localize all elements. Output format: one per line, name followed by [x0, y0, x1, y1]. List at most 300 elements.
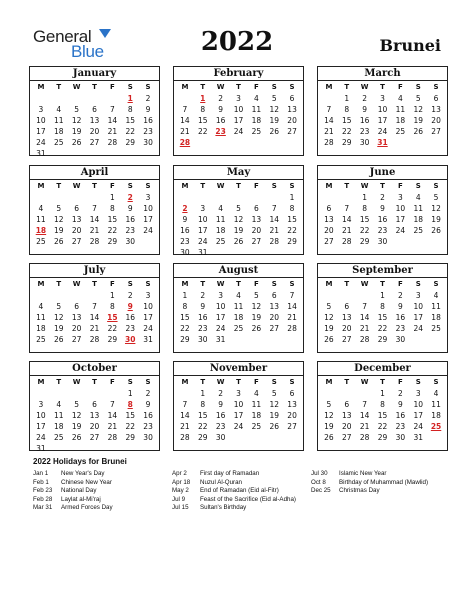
day-cell: 5: [74, 105, 80, 114]
holiday-row: [33, 496, 113, 505]
day-cell: 20: [251, 226, 262, 235]
day-cell: 22: [180, 324, 190, 333]
holiday-date: Feb 28: [33, 495, 53, 503]
day-cell: 13: [342, 313, 352, 322]
day-cell: 26: [251, 324, 262, 333]
empty-day-cell: [50, 93, 68, 104]
weekday-header: W: [72, 378, 81, 386]
holiday-name: First day of Ramadan: [200, 470, 260, 477]
day-cell: 14: [180, 116, 190, 125]
day-cell: 26: [269, 422, 279, 431]
day-cell: 7: [182, 400, 188, 409]
day-cell: 21: [107, 127, 118, 136]
day-cell: 9: [218, 400, 224, 409]
holiday-day-cell: 23: [215, 127, 226, 136]
day-cell: 24: [36, 433, 46, 442]
day-cell: 8: [182, 302, 188, 311]
day-cell: 26: [324, 433, 334, 442]
day-cell: 25: [431, 324, 441, 333]
day-cell: 2: [218, 94, 224, 103]
month-title: June: [318, 166, 447, 180]
day-cell: 1: [344, 94, 350, 103]
day-cell: 16: [395, 313, 406, 322]
country-name: Brunei: [379, 36, 441, 55]
holiday-date: Mar 31: [33, 504, 53, 512]
day-cell: 22: [198, 127, 208, 136]
day-cell: 2: [200, 291, 206, 300]
weekday-header: F: [109, 280, 115, 288]
weekday-header: W: [360, 182, 369, 190]
day-cell: 9: [200, 302, 206, 311]
day-cell: 8: [344, 105, 350, 114]
day-cell: 18: [251, 116, 262, 125]
day-cell: 13: [287, 400, 297, 409]
day-cell: 23: [125, 226, 135, 235]
day-cell: 7: [92, 302, 97, 311]
day-cell: 29: [359, 237, 370, 246]
month-title: September: [318, 264, 447, 278]
day-cell: 16: [198, 313, 208, 322]
day-cell: 11: [395, 105, 406, 114]
holiday-row: [311, 479, 428, 488]
day-cell: 31: [198, 248, 208, 257]
weekday-header: T: [344, 182, 350, 190]
holiday-date: May 2: [172, 487, 189, 495]
empty-day-cell: [176, 93, 194, 104]
day-cell: 15: [287, 215, 297, 224]
day-cell: 13: [269, 302, 279, 311]
month-grid: [318, 180, 447, 247]
day-cell: 10: [36, 411, 46, 420]
holiday-row: [311, 487, 428, 496]
day-cell: 8: [289, 204, 295, 213]
day-cell: 24: [198, 237, 208, 246]
day-cell: 28: [269, 237, 279, 246]
day-cell: 6: [74, 204, 80, 213]
day-cell: 5: [236, 204, 241, 213]
holiday-day-cell: 9: [127, 302, 133, 311]
day-cell: 28: [89, 335, 100, 344]
day-cell: 2: [362, 94, 368, 103]
weekday-header: S: [289, 182, 295, 190]
weekday-header: F: [397, 83, 403, 91]
day-cell: 23: [198, 324, 208, 333]
day-cell: 9: [362, 105, 368, 114]
day-cell: 6: [92, 105, 97, 114]
holiday-column: [33, 470, 113, 513]
month-title: July: [30, 264, 159, 278]
day-cell: 4: [253, 94, 259, 103]
day-cell: 2: [380, 193, 385, 202]
holiday-name: Feast of the Sacrifice (Eid al-Adha): [200, 495, 296, 503]
weekday-header: S: [271, 378, 277, 386]
day-cell: 14: [89, 313, 100, 322]
day-cell: 13: [287, 105, 297, 114]
weekday-header: F: [397, 182, 403, 190]
month-title: November: [174, 362, 303, 376]
day-cell: 25: [233, 324, 244, 333]
weekday-header: S: [271, 83, 277, 91]
day-cell: 7: [326, 105, 332, 114]
holiday-row: [33, 470, 113, 479]
day-cell: 8: [127, 105, 133, 114]
day-cell: 6: [344, 400, 350, 409]
day-cell: 2: [145, 389, 151, 398]
day-cell: 14: [359, 313, 370, 322]
empty-day-cell: [103, 93, 121, 104]
day-cell: 5: [271, 94, 277, 103]
weekday-header: F: [397, 280, 403, 288]
day-cell: 10: [233, 400, 244, 409]
day-cell: 1: [127, 389, 133, 398]
day-cell: 10: [143, 204, 153, 213]
day-cell: 15: [180, 313, 190, 322]
day-cell: 20: [342, 422, 352, 431]
day-cell: 22: [107, 226, 118, 235]
empty-day-cell: [338, 192, 356, 203]
empty-day-cell: [32, 388, 50, 399]
day-cell: 22: [342, 127, 352, 136]
day-cell: 26: [233, 237, 244, 246]
empty-day-cell: [32, 290, 50, 301]
day-cell: 7: [362, 302, 368, 311]
weekday-header: S: [145, 83, 151, 91]
day-cell: 22: [125, 127, 135, 136]
weekday-header: M: [37, 280, 45, 288]
day-cell: 27: [324, 237, 334, 246]
day-cell: 17: [413, 411, 423, 420]
day-cell: 20: [71, 324, 82, 333]
holiday-day-cell: 31: [377, 138, 388, 147]
empty-day-cell: [68, 290, 86, 301]
empty-day-cell: [86, 192, 104, 203]
holiday-day-cell: 15: [107, 313, 118, 322]
weekday-header: T: [56, 83, 62, 91]
holiday-name: Chinese New Year: [61, 478, 112, 486]
day-cell: 13: [71, 215, 82, 224]
day-cell: 6: [289, 389, 295, 398]
month-title: October: [30, 362, 159, 376]
weekday-header: M: [37, 378, 45, 386]
holiday-row: [311, 470, 428, 479]
day-cell: 10: [233, 105, 244, 114]
day-cell: 24: [395, 226, 406, 235]
day-cell: 21: [342, 226, 352, 235]
day-cell: 26: [54, 237, 64, 246]
weekday-header: S: [289, 83, 295, 91]
holiday-date: Dec 25: [311, 487, 331, 495]
day-cell: 11: [54, 116, 64, 125]
day-cell: 27: [71, 237, 82, 246]
empty-day-cell: [68, 388, 86, 399]
day-cell: 29: [377, 335, 388, 344]
month-august: [173, 263, 304, 353]
holiday-date: Oct 8: [311, 478, 326, 486]
day-cell: 9: [380, 204, 385, 213]
day-cell: 7: [182, 105, 188, 114]
day-cell: 5: [74, 400, 80, 409]
empty-day-cell: [176, 192, 194, 203]
day-cell: 21: [287, 313, 297, 322]
day-cell: 1: [182, 291, 188, 300]
day-cell: 11: [413, 204, 423, 213]
day-cell: 18: [36, 324, 46, 333]
holiday-day-cell: 28: [179, 138, 191, 147]
day-cell: 9: [127, 204, 133, 213]
day-cell: 25: [36, 237, 46, 246]
day-cell: 8: [362, 204, 368, 213]
day-cell: 7: [109, 105, 115, 114]
weekday-header: W: [360, 378, 369, 386]
day-cell: 1: [362, 193, 368, 202]
day-cell: 11: [233, 302, 244, 311]
day-cell: 26: [54, 335, 64, 344]
day-cell: 25: [251, 127, 262, 136]
day-cell: 14: [342, 215, 352, 224]
weekday-header: T: [56, 182, 62, 190]
day-cell: 24: [36, 138, 46, 147]
month-november: [173, 361, 304, 451]
day-cell: 21: [180, 422, 190, 431]
weekday-header: T: [92, 280, 97, 288]
day-cell: 7: [289, 291, 295, 300]
day-cell: 17: [395, 215, 406, 224]
day-cell: 27: [342, 335, 352, 344]
day-cell: 13: [324, 215, 334, 224]
day-cell: 12: [269, 400, 279, 409]
day-cell: 1: [289, 193, 295, 202]
day-cell: 29: [107, 335, 118, 344]
day-cell: 13: [431, 105, 441, 114]
day-cell: 20: [71, 226, 82, 235]
day-cell: 23: [143, 422, 153, 431]
day-cell: 5: [271, 389, 277, 398]
month-title: May: [174, 166, 303, 180]
weekday-header: M: [37, 182, 45, 190]
weekday-header: M: [325, 280, 333, 288]
day-cell: 14: [269, 215, 279, 224]
page-year-title: 2022: [200, 27, 274, 57]
empty-day-cell: [320, 192, 338, 203]
holiday-day-cell: 2: [182, 204, 188, 213]
day-cell: 3: [145, 193, 151, 202]
day-cell: 6: [344, 302, 350, 311]
day-cell: 1: [380, 291, 385, 300]
day-cell: 2: [145, 94, 151, 103]
holiday-day-cell: 18: [35, 226, 47, 235]
weekday-header: T: [92, 83, 97, 91]
holiday-name: Christmas Day: [339, 487, 380, 495]
day-cell: 18: [395, 116, 406, 125]
day-cell: 29: [180, 335, 190, 344]
day-cell: 1: [380, 389, 385, 398]
day-cell: 31: [413, 433, 423, 442]
day-cell: 27: [431, 127, 441, 136]
day-cell: 21: [359, 422, 370, 431]
day-cell: 27: [287, 127, 297, 136]
weekday-header: S: [415, 280, 421, 288]
empty-day-cell: [86, 388, 104, 399]
day-cell: 16: [125, 313, 135, 322]
day-cell: 27: [342, 433, 352, 442]
empty-day-cell: [320, 388, 338, 399]
weekday-header: S: [271, 182, 277, 190]
day-cell: 14: [287, 302, 297, 311]
day-cell: 17: [233, 116, 244, 125]
day-cell: 16: [125, 215, 135, 224]
day-cell: 30: [395, 335, 406, 344]
empty-day-cell: [176, 388, 194, 399]
day-cell: 20: [89, 127, 100, 136]
day-cell: 19: [269, 116, 279, 125]
empty-day-cell: [50, 388, 68, 399]
day-cell: 12: [251, 302, 262, 311]
day-cell: 15: [125, 411, 135, 420]
day-cell: 16: [377, 215, 388, 224]
day-cell: 3: [218, 291, 224, 300]
day-cell: 26: [413, 127, 423, 136]
day-cell: 18: [233, 313, 244, 322]
month-title: April: [30, 166, 159, 180]
month-grid: [30, 81, 159, 159]
holiday-row: [172, 504, 296, 513]
empty-day-cell: [32, 192, 50, 203]
day-cell: 14: [324, 116, 334, 125]
day-cell: 22: [359, 226, 370, 235]
day-cell: 6: [253, 204, 259, 213]
day-cell: 24: [413, 324, 423, 333]
empty-day-cell: [212, 192, 230, 203]
empty-day-cell: [356, 290, 374, 301]
day-cell: 18: [54, 127, 64, 136]
day-cell: 18: [215, 226, 226, 235]
day-cell: 31: [36, 444, 46, 453]
weekday-header: S: [271, 280, 277, 288]
day-cell: 12: [431, 204, 441, 213]
day-cell: 19: [251, 313, 262, 322]
day-cell: 4: [236, 291, 241, 300]
month-grid: [30, 180, 159, 247]
day-cell: 11: [215, 215, 226, 224]
day-cell: 3: [415, 389, 421, 398]
holiday-day-cell: 30: [124, 335, 136, 344]
day-cell: 3: [38, 400, 44, 409]
day-cell: 4: [433, 291, 439, 300]
day-cell: 12: [269, 105, 279, 114]
holiday-name: Sultan's Birthday: [200, 504, 247, 512]
day-cell: 23: [395, 422, 406, 431]
weekday-header: W: [72, 83, 81, 91]
empty-day-cell: [50, 192, 68, 203]
day-cell: 12: [71, 116, 82, 125]
weekday-header: W: [216, 83, 225, 91]
day-cell: 12: [71, 411, 82, 420]
day-cell: 23: [395, 324, 406, 333]
day-cell: 8: [200, 400, 206, 409]
day-cell: 17: [143, 215, 153, 224]
day-cell: 28: [359, 433, 370, 442]
weekday-header: S: [127, 83, 133, 91]
weekday-header: S: [415, 83, 421, 91]
weekday-header: W: [360, 280, 369, 288]
day-cell: 10: [413, 400, 423, 409]
day-cell: 22: [198, 422, 208, 431]
day-cell: 4: [56, 105, 62, 114]
day-cell: 19: [413, 116, 423, 125]
logo-word-blue: Blue: [71, 42, 104, 61]
empty-day-cell: [68, 93, 86, 104]
weekday-header: T: [236, 83, 241, 91]
holiday-name: Islamic New Year: [339, 470, 387, 477]
weekday-header: W: [216, 378, 225, 386]
day-cell: 13: [251, 215, 262, 224]
day-cell: 27: [71, 335, 82, 344]
day-cell: 14: [89, 215, 100, 224]
day-cell: 4: [38, 302, 44, 311]
day-cell: 25: [251, 422, 262, 431]
day-cell: 23: [377, 226, 388, 235]
weekday-header: T: [200, 182, 206, 190]
weekday-header: M: [37, 83, 45, 91]
day-cell: 29: [125, 138, 135, 147]
empty-day-cell: [86, 93, 104, 104]
day-cell: 12: [233, 215, 244, 224]
weekday-header: T: [56, 378, 62, 386]
month-february: [173, 66, 304, 156]
weekday-header: M: [325, 182, 333, 190]
day-cell: 27: [251, 237, 262, 246]
day-cell: 3: [397, 193, 403, 202]
day-cell: 16: [395, 411, 406, 420]
day-cell: 11: [251, 400, 262, 409]
day-cell: 17: [36, 127, 46, 136]
day-cell: 21: [180, 127, 190, 136]
day-cell: 18: [413, 215, 423, 224]
day-cell: 5: [415, 94, 421, 103]
day-cell: 8: [380, 400, 385, 409]
weekday-header: W: [360, 83, 369, 91]
month-title: March: [318, 67, 447, 81]
day-cell: 25: [413, 226, 423, 235]
empty-day-cell: [247, 192, 265, 203]
day-cell: 11: [54, 411, 64, 420]
day-cell: 17: [413, 313, 423, 322]
day-cell: 16: [215, 116, 226, 125]
day-cell: 16: [215, 411, 226, 420]
weekday-header: T: [344, 280, 350, 288]
day-cell: 17: [377, 116, 388, 125]
weekday-header: W: [72, 280, 81, 288]
weekday-header: S: [145, 280, 151, 288]
logo-word-general: General: [33, 27, 92, 46]
day-cell: 18: [431, 313, 441, 322]
holiday-row: [33, 504, 113, 513]
weekday-header: M: [181, 83, 189, 91]
day-cell: 30: [215, 433, 226, 442]
day-cell: 29: [377, 433, 388, 442]
day-cell: 21: [89, 226, 100, 235]
day-cell: 23: [143, 127, 153, 136]
empty-day-cell: [50, 290, 68, 301]
day-cell: 28: [359, 335, 370, 344]
weekday-header: T: [200, 83, 206, 91]
day-cell: 16: [180, 226, 190, 235]
weekday-header: F: [109, 182, 115, 190]
day-cell: 11: [36, 215, 46, 224]
weekday-header: W: [72, 182, 81, 190]
weekday-header: F: [253, 378, 259, 386]
weekday-header: W: [216, 280, 225, 288]
